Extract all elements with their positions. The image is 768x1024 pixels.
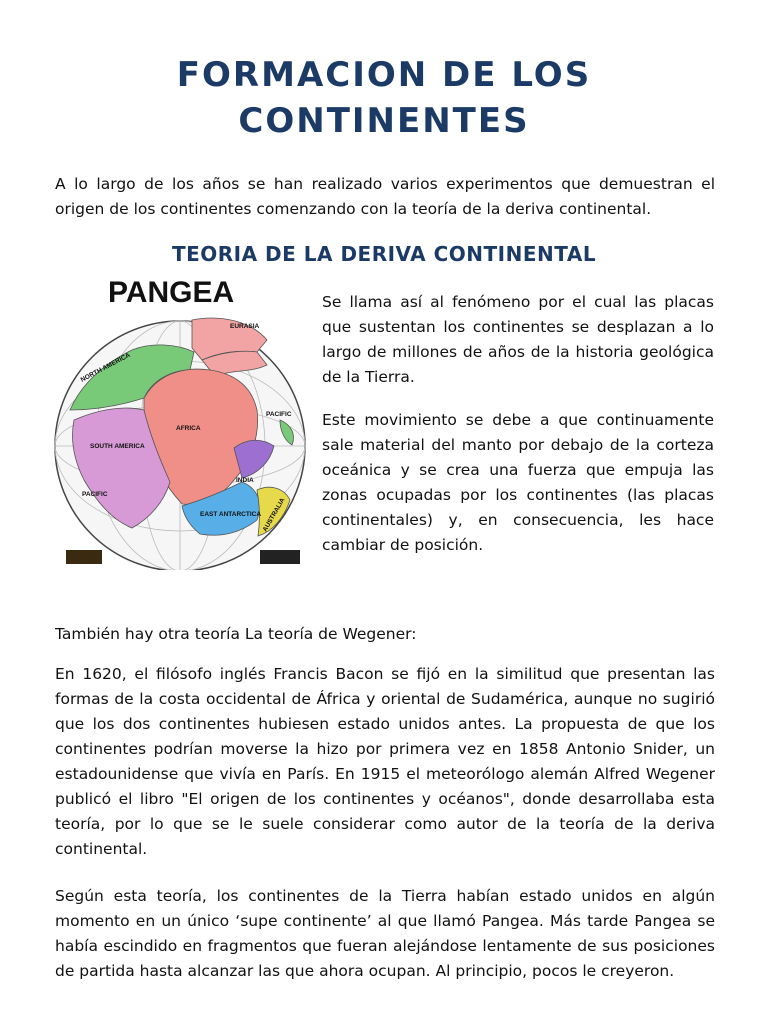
publisher-logo-left: [66, 550, 102, 564]
history-paragraph: En 1620, el filósofo inglés Francis Bacon se fijó en la similitud que presentan las formas de la costa occidental de África y oriental de Sudamérica, aunque no sugirió que los dos continentes hubiesen estado unidos antes. La propuesta de que los continentes podrían moverse la hizo por primera vez en 1858 Antonio Snider, un estadounidense que vivía en París. En 1915 el meteorólogo alemán Alfred Wegener publicó el libro "El origen de los continentes y océanos", donde desarrollaba esta teoría, por lo que se le suele considerar como autor de la teoría de la deriva continental.: [55, 665, 715, 858]
label-eurasia: EURASIA: [230, 323, 260, 330]
label-east-antarctica: EAST ANTARCTICA: [200, 511, 262, 518]
definition-paragraph: Se llama así al fenómeno por el cual las placas que sustentan los continentes se desplazan a lo largo de millones de años de la historia geológica de la Tierra.: [322, 293, 714, 386]
label-africa: AFRICA: [176, 425, 201, 432]
section-heading: TEORIA DE LA DERIVA CONTINENTAL: [171, 242, 597, 266]
intro-paragraph: A lo largo de los años se han realizado varios experimentos que demuestran el origen de los continentes comenzando con la teoría de la deriva continental.: [55, 175, 715, 218]
movement-paragraph: Este movimiento se debe a que continuamente sale material del manto por debajo de la corteza oceánica y se crea una fuerza que empuja las zonas ocupadas por los continentes (las placas continentales) y, en consecuencia, les hace cambiar de posición.: [322, 411, 714, 554]
label-australia: AUSTRALIA: [261, 496, 287, 533]
label-india: INDIA: [236, 477, 254, 484]
page-title: [0, 52, 768, 144]
publisher-logo-right: [260, 550, 300, 564]
map-title: PANGEA: [108, 276, 235, 309]
theory-paragraph: Según esta teoría, los continentes de la Tierra habían estado unidos en algún momento en un único ‘supe continente’ al que llamó Pangea. Más tarde Pangea se había escindido en fragmentos que fueran alejándose lentamente de sus posiciones de partida hasta alcanzar las que ahora ocupan. Al principio, pocos le creyeron.: [55, 887, 715, 980]
wegener-intro-paragraph: También hay otra teoría La teoría de Wegener:: [55, 625, 417, 643]
label-north-america: NORTH AMERICA: [79, 351, 132, 384]
label-pacific-right: PACIFIC: [266, 411, 292, 418]
page-title-line-2: CONTINENTES: [238, 101, 530, 141]
page-title-line-1: FORMACION DE LOS: [176, 55, 592, 95]
label-pacific-left: PACIFIC: [82, 491, 108, 498]
label-south-america: SOUTH AMERICA: [90, 443, 145, 450]
pangea-map: [52, 270, 310, 570]
